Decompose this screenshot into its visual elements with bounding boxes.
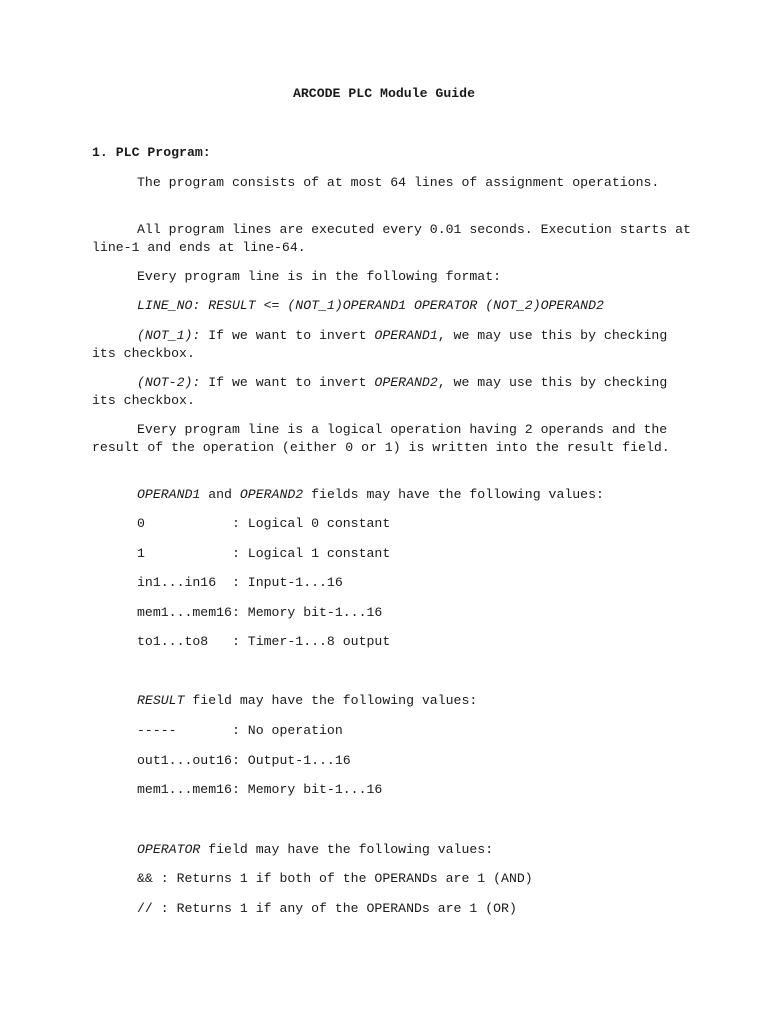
operator-term: OPERATOR <box>137 842 201 857</box>
operand-value-item: 0 : Logical 0 constant <box>137 516 391 531</box>
paragraph-program-size: The program consists of at most 64 lines of assignment operations. <box>137 175 660 190</box>
operands-intro <box>137 486 604 504</box>
not1-text-a: If we want to invert <box>200 328 375 343</box>
operand-value-item: 1 : Logical 1 constant <box>137 546 391 561</box>
result-term: RESULT <box>137 693 185 708</box>
operand-value-item: mem1...mem16: Memory bit-1...16 <box>137 605 383 620</box>
operands-intro-rest: fields may have the following values: <box>303 487 604 502</box>
not2-text-b: , we may use this by checking its checkbox. <box>92 375 668 408</box>
operator-intro <box>137 841 493 859</box>
not2-term: (NOT-2): <box>137 375 201 390</box>
not1-operand: OPERAND1 <box>374 328 438 343</box>
result-value-item: mem1...mem16: Memory bit-1...16 <box>137 782 383 797</box>
operand-value-item: to1...to8 : Timer-1...8 output <box>137 634 391 649</box>
result-intro <box>137 692 477 710</box>
operand-value-item: in1...in16 : Input-1...16 <box>137 575 343 590</box>
paragraph-not2 <box>92 374 692 409</box>
section-heading: 1. PLC Program: <box>92 145 211 160</box>
document-title: ARCODE PLC Module Guide <box>292 86 476 101</box>
operator-value-item: // : Returns 1 if any of the OPERANDs are 1 (OR) <box>137 901 517 916</box>
not2-text-a: If we want to invert <box>200 375 375 390</box>
operand1-term: OPERAND1 <box>137 487 201 502</box>
result-value-item: ----- : No operation <box>137 723 343 738</box>
result-intro-rest: field may have the following values: <box>184 693 478 708</box>
not1-term: (NOT_1): <box>137 328 201 343</box>
operands-intro-and: and <box>200 487 240 502</box>
paragraph-logical-operation: Every program line is a logical operation having 2 operands and the result of the operation (either 0 or 1) is written into the result field. <box>92 422 670 455</box>
paragraph-execution: All program lines are executed every 0.01 seconds. Execution starts at line-1 and ends at line-64. <box>92 222 691 255</box>
not1-text-b: , we may use this by checking its checkbox. <box>92 328 668 361</box>
paragraph-format-intro: Every program line is in the following format: <box>137 269 502 284</box>
format-line: LINE_NO: RESULT <= (NOT_1)OPERAND1 OPERATOR (NOT_2)OPERAND2 <box>137 298 604 313</box>
operand2-term: OPERAND2 <box>239 487 304 502</box>
paragraph-not1 <box>92 327 692 362</box>
operator-value-item: && : Returns 1 if both of the OPERANDs are 1 (AND) <box>137 871 533 886</box>
operator-intro-rest: field may have the following values: <box>200 842 494 857</box>
not2-operand: OPERAND2 <box>374 375 438 390</box>
result-value-item: out1...out16: Output-1...16 <box>137 753 351 768</box>
